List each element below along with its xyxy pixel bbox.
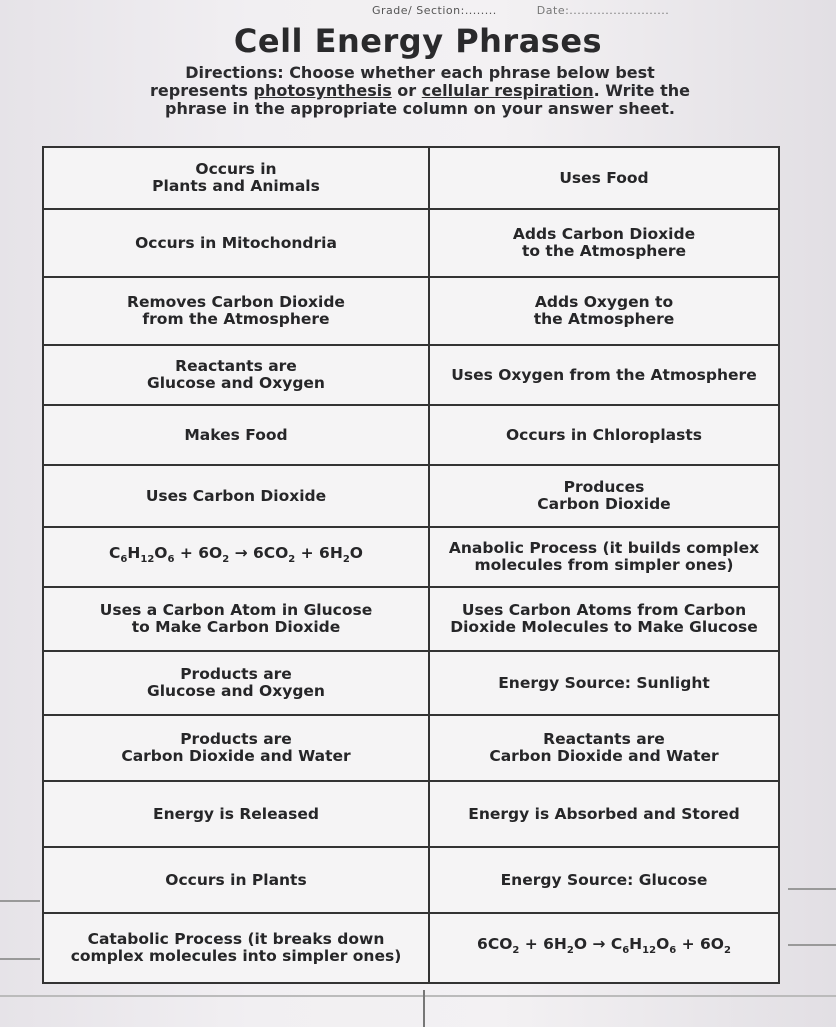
phrase-text: Energy Source: Glucose: [500, 870, 708, 889]
directions-mid: or: [391, 81, 422, 100]
phrase-text: Adds Carbon Dioxide to the Atmosphere: [512, 225, 696, 260]
phrase-cell: [429, 651, 779, 715]
table-row: [43, 405, 779, 465]
phrase-cell: [43, 405, 429, 465]
phrase-cell: [43, 345, 429, 405]
phrase-text: Produces Carbon Dioxide: [537, 478, 671, 513]
phrase-text: Adds Oxygen to the Atmosphere: [533, 293, 675, 328]
table-row: [43, 345, 779, 405]
phrase-text: Products are Glucose and Oxygen: [147, 665, 325, 700]
phrase-cell: [43, 465, 429, 527]
phrase-cell: [43, 715, 429, 781]
table-row: [43, 847, 779, 913]
photosynthesis-equation: $C_6H_{12}O_6 + 6O_2 \to 6CO_2 + 6H_2O$: [109, 544, 363, 566]
phrase-text: Uses a Carbon Atom in Glucose to Make Carbon Dioxide: [99, 601, 373, 636]
phrase-cell: [43, 587, 429, 651]
phrase-cell: [429, 781, 779, 847]
phrase-cell: [429, 527, 779, 587]
phrase-text: Removes Carbon Dioxide from the Atmosphere: [127, 293, 345, 328]
directions-prefix: Directions: Choose whether each phrase below best represents: [150, 63, 655, 100]
paper-edge-line: [423, 990, 425, 1027]
phrase-text: Anabolic Process (it builds complex molecules from simpler ones): [448, 539, 760, 574]
phrase-cell: [429, 345, 779, 405]
phrase-cell: [429, 465, 779, 527]
phrase-text: Catabolic Process (it breaks down complex molecules into simpler ones): [70, 930, 402, 965]
phrase-cell: [429, 587, 779, 651]
phrase-text: Uses Carbon Dioxide: [145, 486, 327, 505]
date-label: Date:.........................: [536, 4, 670, 17]
table-row: [43, 715, 779, 781]
phrase-cell: [43, 651, 429, 715]
respiration-equation: $6CO_2 + 6H_2O \to C_6H_{12}O_6 + 6O_2$: [477, 935, 731, 957]
phrase-text: Uses Oxygen from the Atmosphere: [451, 365, 757, 384]
phrase-cell: [43, 277, 429, 345]
phrase-text: Occurs in Mitochondria: [135, 233, 337, 252]
phrase-cell: [429, 277, 779, 345]
phrase-cell: [429, 405, 779, 465]
phrase-cell: [43, 147, 429, 209]
phrase-text: Energy is Absorbed and Stored: [468, 804, 740, 823]
phrase-text: Makes Food: [184, 425, 288, 444]
phrase-cell: [429, 847, 779, 913]
phrase-text: Occurs in Plants: [165, 870, 307, 889]
phrase-text: Uses Carbon Atoms from Carbon Dioxide Molecules to Make Glucose: [450, 601, 758, 636]
directions-suffix: . Write the phrase in the appropriate column on your answer sheet.: [164, 81, 690, 118]
phrase-cell: [43, 913, 429, 983]
worksheet-title: Cell Energy Phrases: [233, 22, 603, 60]
paper-edge-line: [0, 995, 836, 997]
table-row: [43, 277, 779, 345]
paper-edge-line: [788, 944, 836, 946]
phrase-text: Uses Food: [559, 168, 649, 187]
term-photosynthesis: photosynthesis: [253, 81, 392, 100]
paper-edge-line: [0, 900, 40, 902]
table-row: [43, 209, 779, 277]
phrase-cell: [429, 913, 779, 983]
table-row: [43, 781, 779, 847]
phrase-text: Reactants are Carbon Dioxide and Water: [489, 730, 719, 765]
table-row: [43, 913, 779, 983]
phrase-text: Occurs in Plants and Animals: [152, 160, 320, 195]
paper-edge-line: [788, 888, 836, 890]
table-row: [43, 587, 779, 651]
phrase-text: Occurs in Chloroplasts: [506, 425, 702, 444]
phrase-text: Energy Source: Sunlight: [498, 673, 710, 692]
table-row: [43, 147, 779, 209]
phrase-cell: [43, 781, 429, 847]
term-cellular-respiration: cellular respiration: [421, 81, 594, 100]
phrase-text: Products are Carbon Dioxide and Water: [121, 730, 351, 765]
phrase-cell: [429, 715, 779, 781]
phrase-text: Reactants are Glucose and Oxygen: [147, 357, 325, 392]
table-row: [43, 527, 779, 587]
phrase-cell: [43, 847, 429, 913]
worksheet-header: [372, 4, 776, 17]
phrase-text: Energy is Released: [153, 804, 319, 823]
phrase-cell: [43, 527, 429, 587]
phrase-cell: [429, 209, 779, 277]
phrase-cell: [429, 147, 779, 209]
paper-edge-line: [0, 958, 40, 960]
section-label: Grade/ Section:........: [372, 4, 497, 17]
table-row: [43, 651, 779, 715]
phrase-table: [42, 146, 780, 984]
phrase-cell: [43, 209, 429, 277]
table-row: [43, 465, 779, 527]
directions-text: [140, 64, 700, 118]
